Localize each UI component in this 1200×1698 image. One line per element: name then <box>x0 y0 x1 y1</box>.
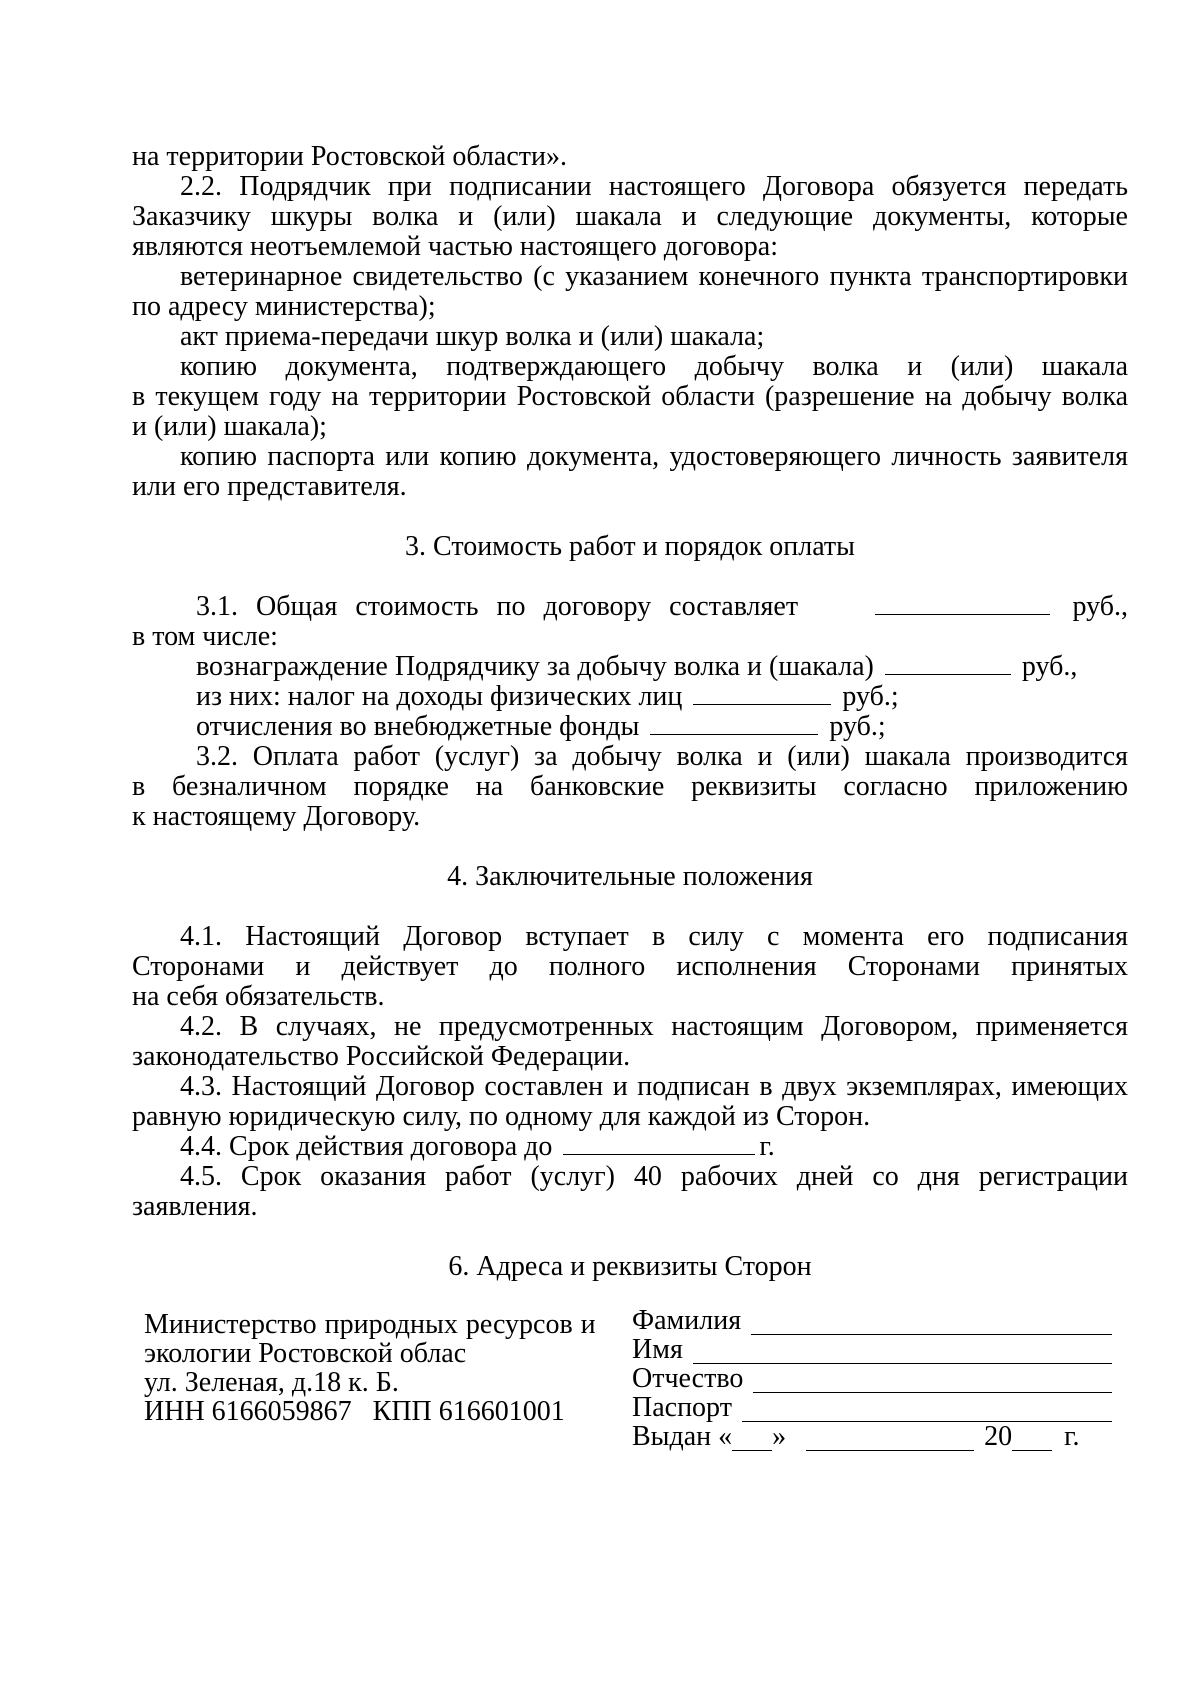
passport-row <box>632 1393 1112 1422</box>
paragraph-3-2-line2: в безналичном порядке на банковские реквизиты согласно приложению <box>132 771 1128 802</box>
surname-row <box>632 1306 1112 1335</box>
paragraph-4-5-line2: заявления. <box>132 1191 258 1222</box>
patronymic-row <box>632 1364 1112 1393</box>
section-3-heading: 3. Стоимость работ и порядок оплаты <box>405 531 855 562</box>
paragraph-4-1-line1: 4.1. Настоящий Договор вступает в силу с момента его подписания <box>180 921 1128 952</box>
reward-blank <box>885 650 1011 675</box>
tax-blank <box>693 680 831 705</box>
tax-unit: руб.; <box>842 681 899 712</box>
total-cost-blank <box>875 590 1050 615</box>
paragraph-4-3-line1: 4.3. Настоящий Договор составлен и подписан в двух экземплярах, имеющих <box>180 1071 1128 1102</box>
funds-line <box>196 710 1192 743</box>
paragraph-2-2-line2: Заказчику шкуры волка и (или) шакала и следующие документы, которые <box>132 201 1128 232</box>
paragraph-3-2-line3: к настоящему Договору. <box>132 801 421 832</box>
paragraph-4-2-line2: законодательство Российской Федерации. <box>132 1041 631 1072</box>
passport-field[interactable] <box>742 1397 1112 1422</box>
term-date-blank <box>563 1130 755 1155</box>
issued-day-field[interactable] <box>732 1426 772 1451</box>
list-item-vet-line1: ветеринарное свидетельство (с указанием конечного пункта транспортировки <box>180 261 1128 292</box>
list-item-passport-line1: копию паспорта или копию документа, удостоверяющего личность заявителя <box>180 441 1128 472</box>
paragraph-3-1-line1 <box>196 590 1128 623</box>
funds-label: отчисления во внебюджетные фонды <box>196 711 640 742</box>
total-cost-label: 3.1. Общая стоимость по договору составляет <box>196 591 799 622</box>
paragraph-4-1-line2: Сторонами и действует до полного исполнения Сторонами принятых <box>132 951 1128 982</box>
ministry-inn-kpp: ИНН 6166059867 КПП 616601001 <box>144 1396 565 1427</box>
paragraph-3-1-line2: в том числе: <box>132 621 278 652</box>
surname-field[interactable] <box>751 1310 1112 1335</box>
list-item-act: акт приема-передачи шкур волка и (или) шакала; <box>180 321 765 352</box>
name-field[interactable] <box>693 1339 1112 1364</box>
funds-unit: руб.; <box>829 711 886 742</box>
section-4-heading: 4. Заключительные положения <box>447 861 813 892</box>
ministry-requisites <box>144 1310 614 1426</box>
paragraph-3-2-line1: 3.2. Оплата работ (услуг) за добычу волка и (или) шакала производится <box>196 741 1128 772</box>
paragraph-4-5-line1: 4.5. Срок оказания работ (услуг) 40 рабочих дней со дня регистрации <box>180 1161 1128 1192</box>
surname-label: Фамилия <box>632 1305 742 1336</box>
list-item-copy-line1: копию документа, подтверждающего добычу волка и (или) шакала <box>180 351 1128 382</box>
ministry-address: ул. Зеленая, д.18 к. Б. <box>144 1367 399 1398</box>
paragraph-4-1-line3: на себя обязательств. <box>132 981 385 1012</box>
issued-label: Выдан « <box>632 1421 733 1452</box>
patronymic-label: Отчество <box>632 1363 744 1394</box>
patronymic-field[interactable] <box>753 1368 1112 1393</box>
list-item-passport-line2: или его представителя. <box>132 471 407 502</box>
reward-unit: руб., <box>1021 651 1078 682</box>
text-line: на территории Ростовской области». <box>132 141 568 172</box>
reward-label: вознаграждение Подрядчику за добычу волка и (шакала) <box>196 651 874 682</box>
issued-row <box>632 1422 1112 1451</box>
tax-line <box>196 680 1192 713</box>
list-item-vet-line2: по адресу министерства); <box>132 291 436 322</box>
issued-year-field[interactable] <box>1012 1426 1052 1451</box>
paragraph-4-4 <box>180 1130 1176 1163</box>
list-item-copy-line2: в текущем году на территории Ростовской области (разрешение на добычу волка <box>132 381 1128 412</box>
issued-year-prefix: 20 <box>984 1421 1013 1452</box>
tax-label: из них: налог на доходы физических лиц <box>196 681 683 712</box>
paragraph-4-3-line2: равную юридическую силу, по одному для каждой из Сторон. <box>132 1101 871 1132</box>
term-year-suffix: г. <box>759 1131 775 1162</box>
issued-year-suffix: г. <box>1064 1421 1080 1452</box>
passport-label: Паспорт <box>632 1392 732 1423</box>
ministry-name-line2: экологии Ростовской облас <box>144 1338 467 1369</box>
contractor-requisites <box>632 1306 1112 1451</box>
section-6-heading: 6. Адреса и реквизиты Сторон <box>448 1251 812 1282</box>
term-label: 4.4. Срок действия договора до <box>180 1131 553 1162</box>
list-item-copy-line3: и (или) шакала); <box>132 411 327 442</box>
paragraph-2-2-line3: являются неотъемлемой частью настоящего договора: <box>132 231 778 262</box>
total-cost-unit: руб., <box>1072 591 1128 622</box>
name-label: Имя <box>632 1334 683 1365</box>
paragraph-4-2-line1: 4.2. В случаях, не предусмотренных настоящим Договором, применяется <box>180 1011 1128 1042</box>
reward-line <box>196 650 1192 683</box>
paragraph-2-2-line1: 2.2. Подрядчик при подписании настоящего Договора обязуется передать <box>180 171 1128 202</box>
name-row <box>632 1335 1112 1364</box>
issued-month-field[interactable] <box>806 1426 974 1451</box>
ministry-name-line1: Министерство природных ресурсов и <box>144 1309 596 1340</box>
funds-blank <box>650 710 818 735</box>
issued-quote-close: » <box>772 1421 787 1452</box>
